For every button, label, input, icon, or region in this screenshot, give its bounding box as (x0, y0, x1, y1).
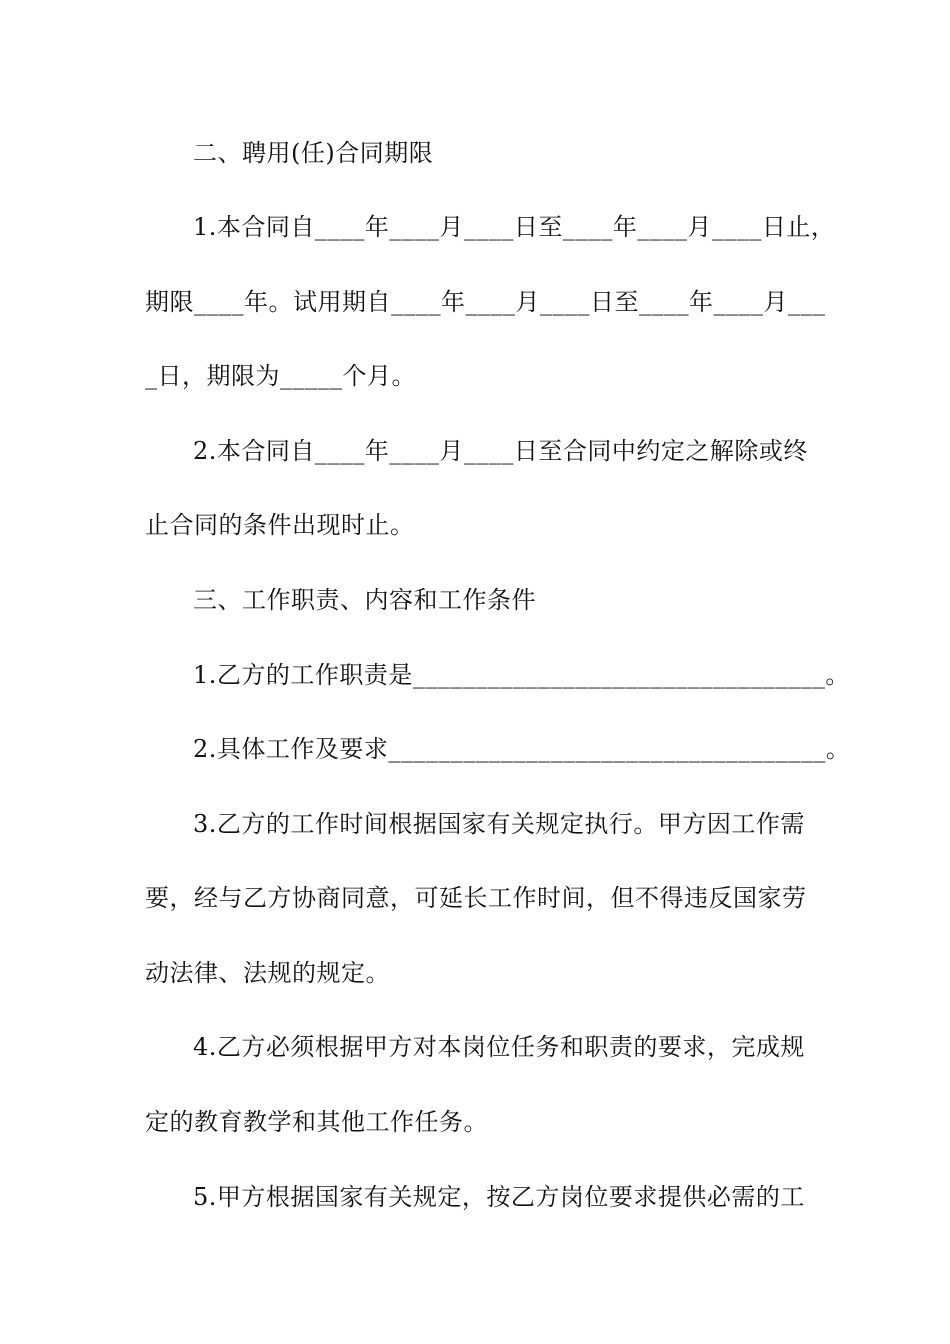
paragraph-line: 动法律、法规的规定。 (145, 959, 390, 987)
paragraph-line: 2.本合同自____年____月____日至合同中约定之解除或终 (193, 437, 808, 465)
paragraph-line: 5.甲方根据国家有关规定，按乙方岗位要求提供必需的工 (193, 1183, 805, 1211)
paragraph-line: 1.本合同自____年____月____日至____年____月____日止， (193, 213, 836, 241)
paragraph-line: 要，经与乙方协商同意，可延长工作时间，但不得违反国家劳 (145, 884, 807, 912)
paragraph-line: 止合同的条件出现时止。 (145, 511, 415, 539)
paragraph-line: _日，期限为_____个月。 (145, 362, 416, 390)
paragraph-line: 3.乙方的工作时间根据国家有关规定执行。甲方因工作需 (193, 810, 805, 838)
section-heading-contract-term: 二、聘用(任)合同期限 (193, 139, 434, 167)
paragraph-line: 期限____年。试用期自____年____月____日至____年____月___ (145, 288, 826, 316)
paragraph-line: 1.乙方的工作职责是_________________________________。 (193, 661, 850, 689)
paragraph-line: 定的教育教学和其他工作任务。 (145, 1108, 488, 1136)
paragraph-line: 4.乙方必须根据甲方对本岗位任务和职责的要求，完成规 (193, 1033, 805, 1061)
paragraph-line: 2.具体工作及要求___________________________________。 (193, 735, 851, 763)
section-heading-job-duties: 三、工作职责、内容和工作条件 (193, 586, 536, 614)
